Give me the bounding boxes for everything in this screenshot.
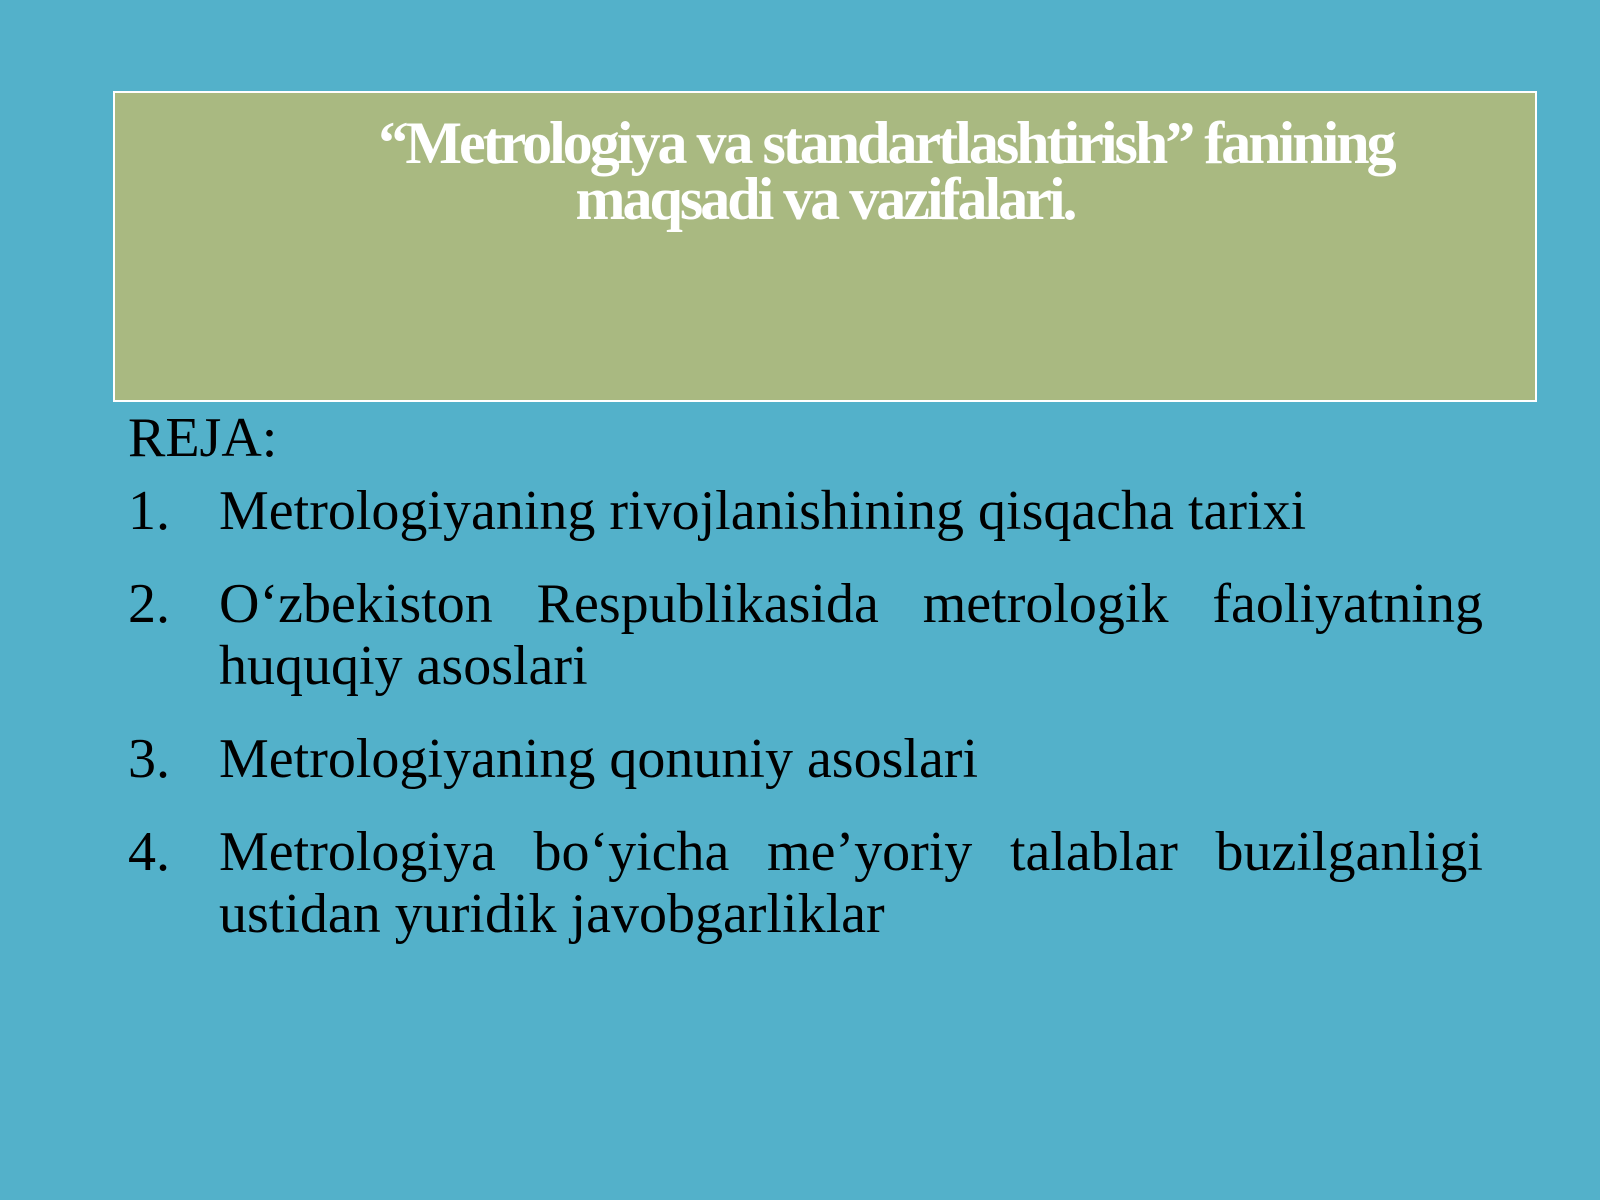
plan-item-text: O‘zbekiston Respublikasida metrologik faoliyatning huquqiy asoslari bbox=[219, 573, 1483, 697]
plan-item-text: Metrologiya bo‘yicha me’yoriy talablar buzilganligi ustidan yuridik javobgarliklar bbox=[219, 821, 1483, 945]
plan-item-4 bbox=[128, 821, 1483, 945]
plan-item-number: 4. bbox=[128, 821, 170, 883]
plan-item-text: Metrologiyaning rivojlanishining qisqacha tarixi bbox=[219, 480, 1307, 542]
plan-item-text: Metrologiyaning qonuniy asoslari bbox=[219, 728, 979, 790]
plan-item-1 bbox=[128, 480, 1483, 542]
title-box bbox=[113, 91, 1537, 402]
slide-title-line-2: maqsadi va vazifalari. bbox=[575, 166, 1075, 232]
plan-heading: REJA: bbox=[128, 407, 278, 469]
slide-title-line-1: “Metrologiya va standartlashtirish” fanining bbox=[378, 110, 1394, 176]
slide-title bbox=[155, 110, 1495, 232]
plan-list bbox=[128, 480, 1483, 945]
plan-item-number: 3. bbox=[128, 728, 170, 790]
plan-item-3 bbox=[128, 728, 1483, 790]
plan-item-number: 1. bbox=[128, 480, 170, 542]
plan-item-2 bbox=[128, 573, 1483, 697]
plan-item-number: 2. bbox=[128, 573, 170, 635]
plan-section bbox=[128, 406, 1483, 976]
